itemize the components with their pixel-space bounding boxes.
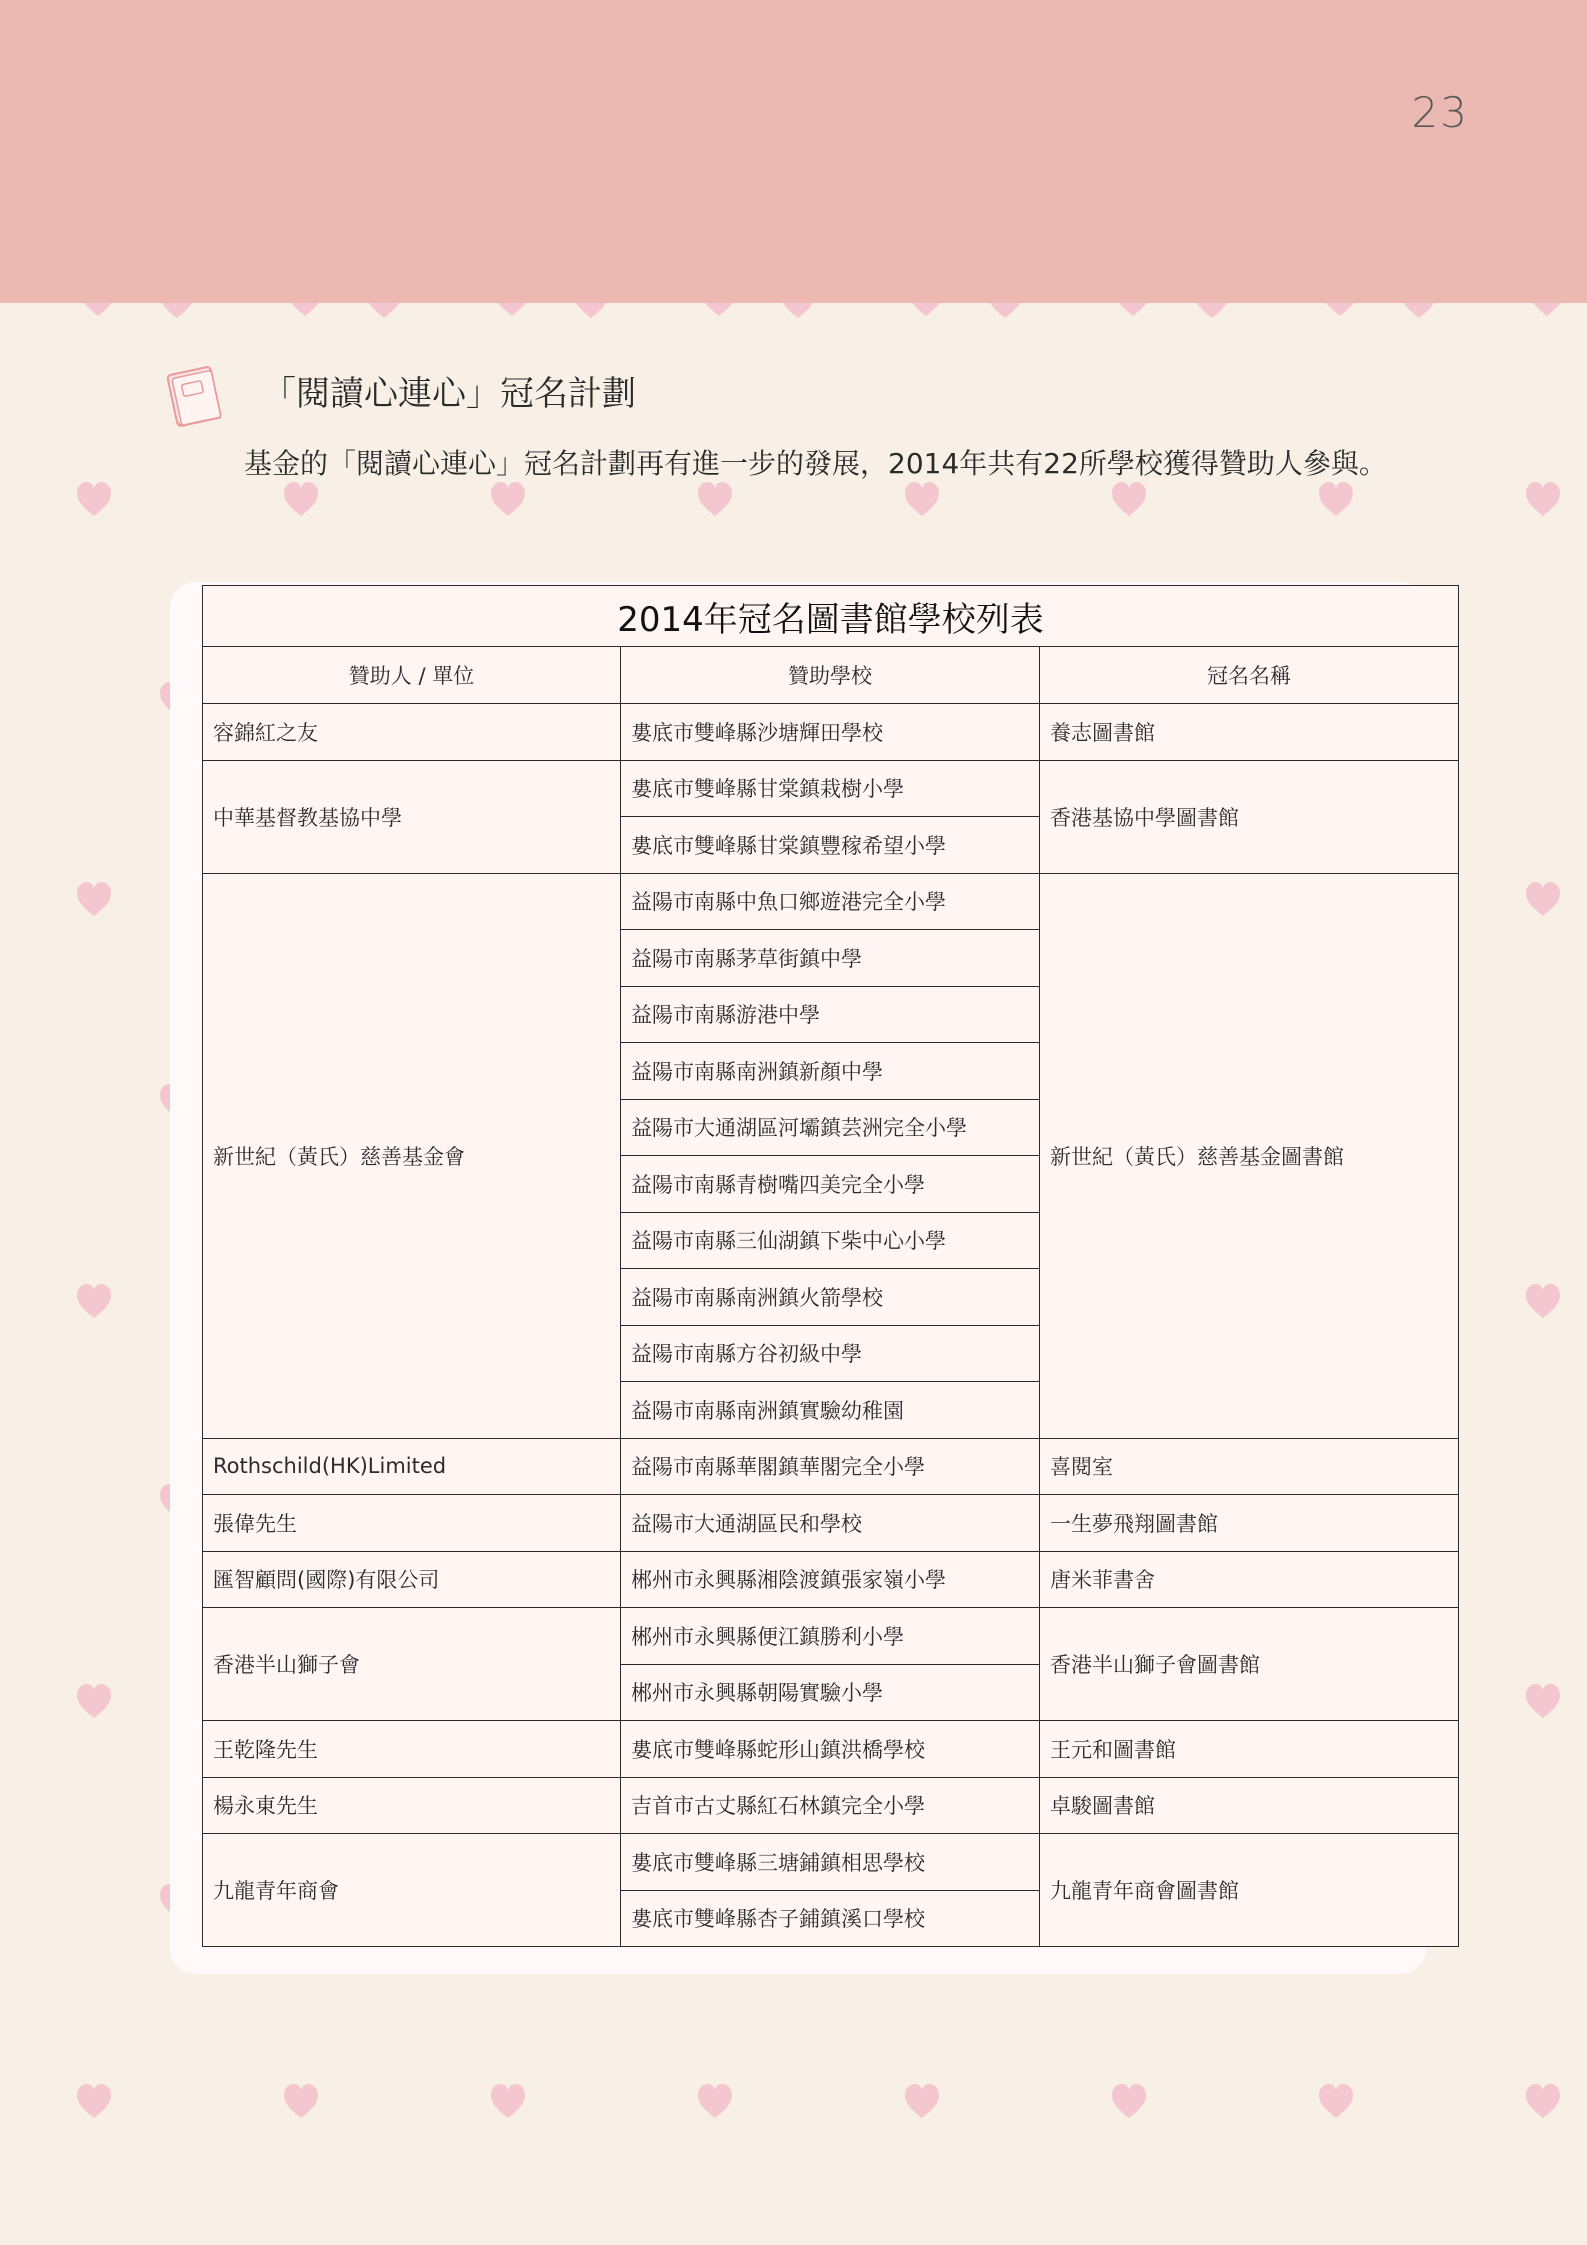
school-cell: 婁底市雙峰縣甘棠鎮栽樹小學: [621, 760, 1040, 817]
heart-icon: [491, 482, 525, 516]
table-row: [203, 1777, 1459, 1834]
school-cell: 郴州市永興縣便江鎮勝利小學: [621, 1608, 1040, 1665]
library-name-cell: 香港半山獅子會圖書館: [1040, 1608, 1459, 1721]
table-row: [203, 1551, 1459, 1608]
library-name-cell: 卓駿圖書館: [1040, 1777, 1459, 1834]
heart-icon: [1526, 882, 1560, 916]
library-name-cell: 王元和圖書館: [1040, 1721, 1459, 1778]
heart-icon: [905, 2084, 939, 2118]
library-name-cell: 唐米菲書舍: [1040, 1551, 1459, 1608]
school-cell: 益陽市南縣中魚口鄉遊港完全小學: [621, 873, 1040, 930]
heart-icon: [491, 2084, 525, 2118]
school-cell: 益陽市南縣南洲鎮實驗幼稚園: [621, 1382, 1040, 1439]
heart-icon: [77, 882, 111, 916]
library-name-cell: 香港基協中學圖書館: [1040, 760, 1459, 873]
school-cell: 益陽市南縣南洲鎮火箭學校: [621, 1269, 1040, 1326]
school-cell: 婁底市雙峰縣沙塘輝田學校: [621, 704, 1040, 761]
school-cell: 郴州市永興縣朝陽實驗小學: [621, 1664, 1040, 1721]
heart-icon: [1526, 482, 1560, 516]
school-list-table: [202, 585, 1459, 1947]
heart-icon: [77, 2084, 111, 2118]
table-row: [203, 704, 1459, 761]
school-cell: 益陽市南縣茅草街鎮中學: [621, 930, 1040, 987]
library-name-cell: 九龍青年商會圖書館: [1040, 1834, 1459, 1947]
school-cell: 益陽市南縣華閣鎮華閣完全小學: [621, 1438, 1040, 1495]
library-name-cell: 喜閱室: [1040, 1438, 1459, 1495]
school-cell: 益陽市南縣三仙湖鎮下柴中心小學: [621, 1212, 1040, 1269]
header-sponsor: 贊助人 / 單位: [203, 647, 621, 704]
table-row: [203, 1721, 1459, 1778]
section-title: 「閱讀心連心」冠名計劃: [262, 374, 636, 414]
sponsor-cell: 九龍青年商會: [203, 1834, 621, 1947]
sponsor-cell: 匯智顧問(國際)有限公司: [203, 1551, 621, 1608]
heart-icon: [698, 2084, 732, 2118]
school-cell: 婁底市雙峰縣三塘鋪鎮相思學校: [621, 1834, 1040, 1891]
heart-icon: [1319, 2084, 1353, 2118]
heart-icon: [77, 482, 111, 516]
sponsor-cell: Rothschild(HK)Limited: [203, 1438, 621, 1495]
heart-icon: [1526, 1284, 1560, 1318]
school-cell: 郴州市永興縣湘陰渡鎮張家嶺小學: [621, 1551, 1040, 1608]
heart-icon: [698, 482, 732, 516]
intro-paragraph: 基金的「閱讀心連心」冠名計劃再有進一步的發展，2014年共有22所學校獲得贊助人參與。: [244, 447, 1387, 480]
school-cell: 益陽市南縣南洲鎮新顏中學: [621, 1043, 1040, 1100]
school-cell: 益陽市大通湖區河壩鎮芸洲完全小學: [621, 1099, 1040, 1156]
library-name-cell: 新世紀（黃氏）慈善基金圖書館: [1040, 873, 1459, 1438]
school-cell: 婁底市雙峰縣甘棠鎮豐稼希望小學: [621, 817, 1040, 874]
heart-icon: [1526, 1684, 1560, 1718]
school-cell: 益陽市南縣青樹嘴四美完全小學: [621, 1156, 1040, 1213]
school-cell: 益陽市南縣方谷初級中學: [621, 1325, 1040, 1382]
sponsor-cell: 張偉先生: [203, 1495, 621, 1552]
school-cell: 益陽市大通湖區民和學校: [621, 1495, 1040, 1552]
heart-icon: [1112, 2084, 1146, 2118]
table-body: [203, 704, 1459, 1947]
sponsor-cell: 香港半山獅子會: [203, 1608, 621, 1721]
page-number: 23: [1411, 88, 1469, 137]
sponsor-cell: 容錦紅之友: [203, 704, 621, 761]
table-row: [203, 1834, 1459, 1891]
table-title: 2014年冠名圖書館學校列表: [203, 586, 1459, 647]
library-name-cell: 一生夢飛翔圖書館: [1040, 1495, 1459, 1552]
school-cell: 婁底市雙峰縣杏子鋪鎮溪口學校: [621, 1890, 1040, 1947]
sponsor-cell: 中華基督教基協中學: [203, 760, 621, 873]
heart-icon: [284, 482, 318, 516]
school-cell: 吉首市古丈縣紅石林鎮完全小學: [621, 1777, 1040, 1834]
book-icon: [160, 360, 232, 432]
header-school: 贊助學校: [621, 647, 1040, 704]
table-row: [203, 873, 1459, 930]
table-row: [203, 1438, 1459, 1495]
header-library-name: 冠名名稱: [1040, 647, 1459, 704]
heart-icon: [1112, 482, 1146, 516]
school-cell: 婁底市雙峰縣蛇形山鎮洪橋學校: [621, 1721, 1040, 1778]
heart-icon: [1526, 2084, 1560, 2118]
heart-icon: [284, 2084, 318, 2118]
table-row: [203, 760, 1459, 817]
sponsor-cell: 楊永東先生: [203, 1777, 621, 1834]
library-name-cell: 養志圖書館: [1040, 704, 1459, 761]
sponsor-cell: 王乾隆先生: [203, 1721, 621, 1778]
table-row: [203, 1495, 1459, 1552]
heart-icon: [77, 1684, 111, 1718]
heart-icon: [1319, 482, 1353, 516]
sponsor-cell: 新世紀（黃氏）慈善基金會: [203, 873, 621, 1438]
top-banner: [0, 0, 1587, 303]
table-row: [203, 1608, 1459, 1665]
school-cell: 益陽市南縣游港中學: [621, 986, 1040, 1043]
heart-icon: [905, 482, 939, 516]
heart-icon: [77, 1284, 111, 1318]
